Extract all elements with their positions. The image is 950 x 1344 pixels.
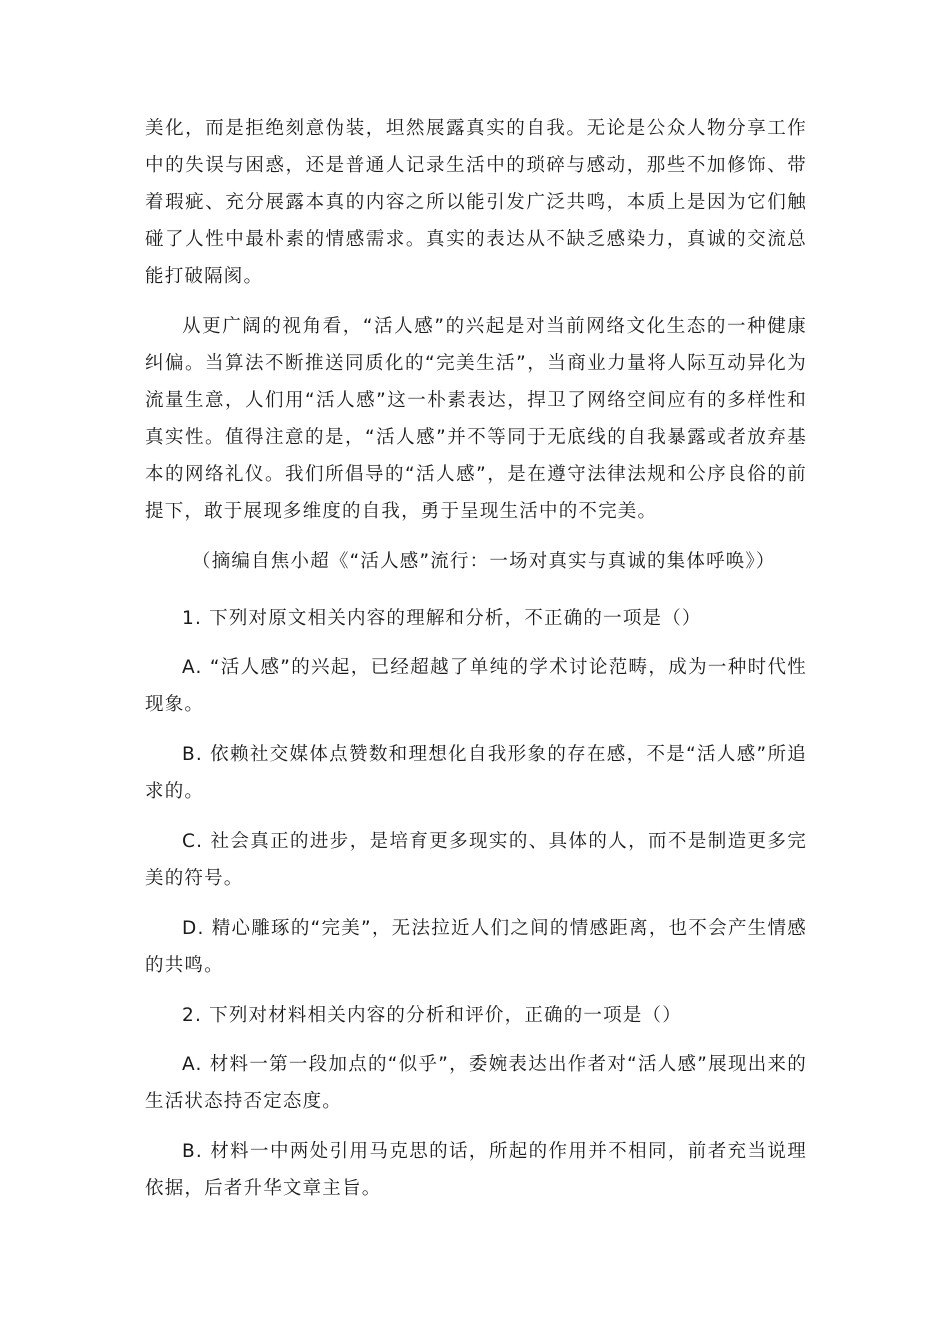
paragraph-perspective: 从更广阔的视角看，“活人感”的兴起是对当前网络文化生态的一种健康纠偏。当算法不断推送同质化的“完美生活”，当商业力量将人际互动异化为流量生意，人们用“活人感”这一朴素表达，捍卫了网络空间应有的多样性和真实性。值得注意的是，“活人感”并不等同于无底线的自我暴露或者放弃基本的网络礼仪。我们所倡导的“活人感”，是在遵守法律法规和公序良俗的前提下，敢于展现多维度的自我，勇于呈现生活中的不完美。 [145, 316, 807, 522]
paragraph-continuation: 美化，而是拒绝刻意伪装，坦然展露真实的自我。无论是公众人物分享工作中的失误与困惑，还是普通人记录生活中的琐碎与感动，那些不加修饰、带着瑕疵、充分展露本真的内容之所以能引发广泛共鸣，本质上是因为它们触碰了人性中最朴素的情感需求。真实的表达从不缺乏感染力，真诚的交流总能打破隔阂。 [145, 118, 807, 287]
question-1-option-b: B. 依赖社交媒体点赞数和理想化自我形象的存在感，不是“活人感”所追求的。 [145, 744, 807, 802]
question-1-stem: 1. 下列对原文相关内容的理解和分析，不正确的一项是（） [182, 608, 702, 629]
question-1-option-d: D. 精心雕琢的“完美”，无法拉近人们之间的情感距离，也不会产生情感的共鸣。 [145, 918, 807, 976]
question-1-option-a: A. “活人感”的兴起，已经超越了单纯的学术讨论范畴，成为一种时代性现象。 [145, 657, 808, 715]
question-2-option-b: B. 材料一中两处引用马克思的话，所起的作用并不相同，前者充当说理依据，后者升华文章主旨。 [145, 1141, 807, 1199]
question-1-option-c: C. 社会真正的进步，是培育更多现实的、具体的人，而不是制造更多完美的符号。 [145, 831, 807, 889]
document-page [145, 110, 807, 1220]
question-2-option-a: A. 材料一第一段加点的“似乎”，委婉表达出作者对“活人感”展现出来的生活状态持否定态度。 [145, 1054, 807, 1112]
source-citation: （摘编自焦小超《“活人感”流行：一场对真实与真诚的集体呼唤》） [192, 551, 776, 572]
question-2-stem: 2. 下列对材料相关内容的分析和评价，正确的一项是（） [182, 1005, 682, 1026]
